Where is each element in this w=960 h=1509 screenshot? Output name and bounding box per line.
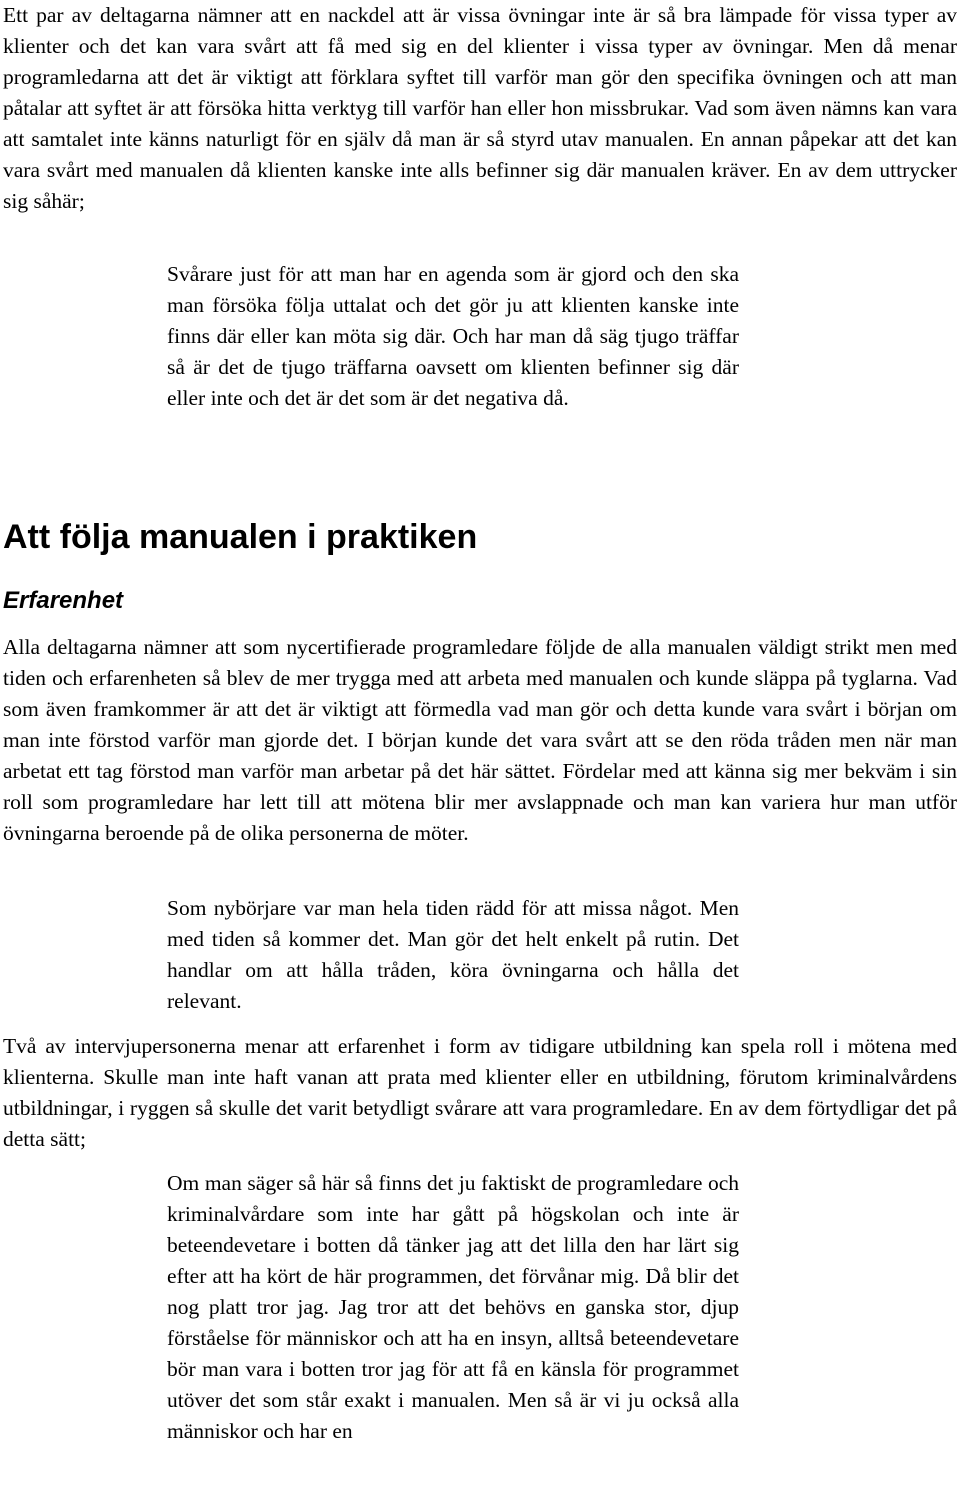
block-quote-3: Om man säger så här så finns det ju faktiskt de programledare och kriminalvårdare som inte har gått på högskolan och inte är beteendevetare i botten då tänker jag att det lilla den har lärt sig efter att ha kört de här programmen, det förvånar mig. Då blir det nog platt tror jag. Jag tror att det behövs en ganska stor, djup förståelse för människor och att ha en insyn, alltså beteendevetare bör man vara i botten tror jag för att få en känsla för programmet utöver det som står exakt i manualen. Men så är vi ju också alla människor och har en bbox=[167, 1171, 739, 1443]
intro-paragraph: Ett par av deltagarna nämner att en nackdel att är vissa övningar inte är så bra lämpade för vissa typer av klienter och det kan vara svårt att få med sig en del klienter i vissa typer av övningar. Men då menar programledarna att det är viktigt att förklara syftet till varför man gör den specifika övningen och att man påtalar att syftet är att försöka hitta verktyg till varför han eller hon missbrukar. Vad som även nämns kan vara att samtalet inte känns naturligt för en själv då man är så styrd utav manualen. En annan påpekar att det kan vara svårt med manualen då klienten kanske inte alls befinner sig där manualen kräver. En av dem uttrycker sig såhär; bbox=[3, 3, 957, 213]
subsection-heading: Erfarenhet bbox=[3, 587, 124, 614]
block-quote-1: Svårare just för att man har en agenda som är gjord och den ska man försöka följa uttalat och det gör ju att klienten kanske inte finns där eller kan möta sig där. Och har man då säg tjugo träffar så är det de tjugo träffarna oavsett om klienten befinner sig där eller inte och det är det som är det negativa då. bbox=[167, 262, 739, 410]
paragraph-erfarenhet: Alla deltagarna nämner att som nycertifierade programledare följde de alla manualen väldigt strikt men med tiden och erfarenheten så blev de mer trygga med att arbeta med manualen och kunde släppa på tyglarna. Vad som även framkommer är att det är viktigt att förmedla vad man gör och detta kunde vara svårt i början om man inte förstod varför man gjorde det. I början kunde det vara svårt att se den röda tråden men när man arbetat ett tag förstod man varför man arbetar på det här sättet. Fördelar med att känna sig mer bekväm i sin roll som programledare har lett till att mötena blir mer avslappnade och man kan variera hur man utför övningarna beroende på de olika personerna de möter. bbox=[3, 635, 957, 845]
section-heading: Att följa manualen i praktiken bbox=[3, 518, 478, 556]
block-quote-2: Som nybörjare var man hela tiden rädd för att missa något. Men med tiden så kommer det. Man gör det helt enkelt på rutin. Det handlar om att hålla tråden, köra övningarna och hålla det relevant. bbox=[167, 896, 739, 1013]
paragraph-education: Två av intervjupersonerna menar att erfarenhet i form av tidigare utbildning kan spela roll i mötena med klienterna. Skulle man inte haft vanan att prata med klienter eller en utbildning, förutom kriminalvårdens utbildningar, i ryggen så skulle det varit betydligt svårare att vara programledare. En av dem förtydligar det på detta sätt; bbox=[3, 1034, 957, 1151]
